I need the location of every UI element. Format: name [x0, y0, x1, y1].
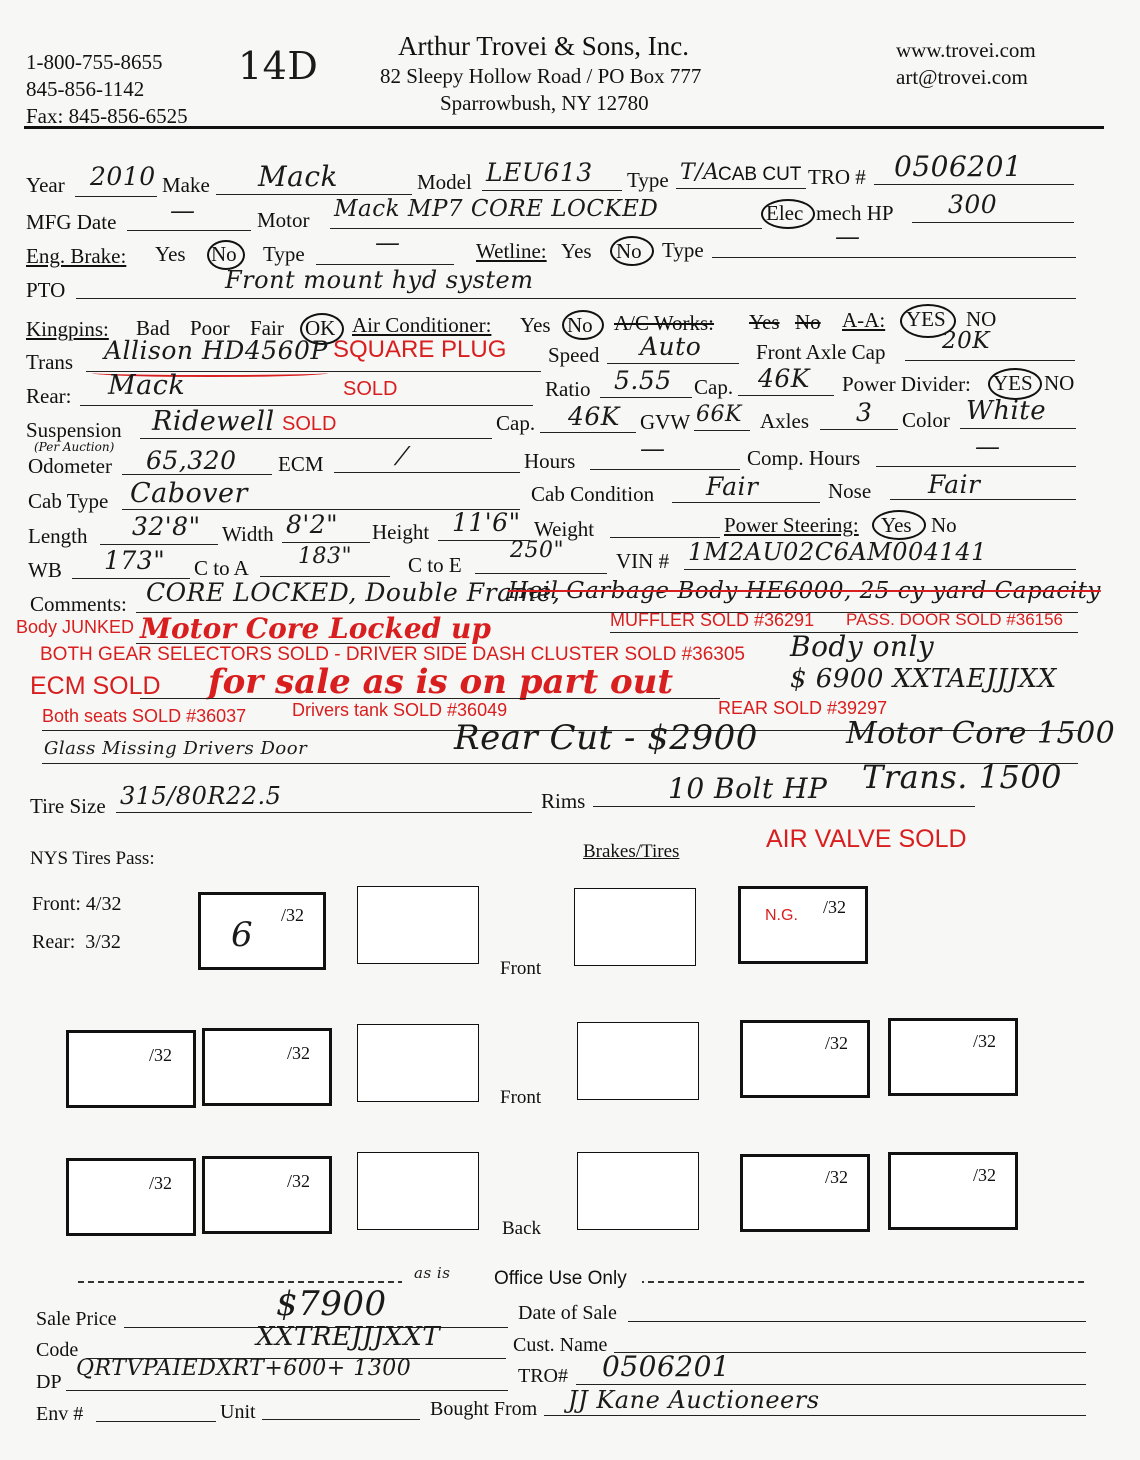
eng-brake-type-label: Type	[263, 242, 305, 266]
wb-label: WB	[28, 558, 62, 582]
suspension-line	[140, 438, 492, 439]
muffler-sold-note: MUFFLER SOLD #36291	[610, 610, 815, 630]
gvw-label: GVW	[640, 410, 691, 434]
comp-hours-label: Comp. Hours	[747, 446, 861, 470]
ratio-label: Ratio	[545, 377, 591, 401]
env-line	[96, 1421, 216, 1422]
speed-line	[607, 363, 739, 364]
tire-box-front-left-outer[interactable]	[198, 892, 326, 970]
gvw-line	[694, 430, 750, 431]
weight-label: Weight	[534, 517, 595, 541]
front-spec-label: Front: 4/32	[32, 893, 122, 915]
kingpins-bad: Bad	[136, 316, 170, 340]
c-to-e-value: 250"	[510, 538, 565, 563]
ac-works-label: A/C Works:	[614, 311, 715, 335]
brake-box-front-right[interactable]	[574, 888, 696, 966]
vin-value: 1M2AU02C6AM004141	[688, 538, 987, 566]
trans-price-value: Trans. 1500	[862, 758, 1063, 796]
mfg-date-line	[127, 230, 251, 231]
c-to-a-value: 183"	[298, 544, 353, 569]
body-only-value: Body only	[790, 630, 935, 663]
for-sale-note: for sale as is on part out	[208, 662, 674, 702]
wetline-no: No	[616, 239, 642, 263]
odometer-value: 65,320	[146, 446, 237, 475]
tire-box-mid-left-inner[interactable]	[202, 1028, 332, 1106]
rear-line	[80, 405, 533, 406]
unit-line	[262, 1419, 420, 1420]
company-address-2: Sparrowbush, NY 12780	[440, 91, 649, 115]
date-of-sale-label: Date of Sale	[518, 1302, 617, 1324]
tire-box-back-right-inner[interactable]	[740, 1154, 870, 1232]
hp-value: 300	[948, 190, 998, 219]
trans-label: Trans	[26, 350, 74, 374]
power-divider-no: NO	[1044, 371, 1075, 395]
front-axle-cap-line	[905, 360, 1075, 361]
wb-value: 173"	[104, 546, 166, 575]
comments-struck-value: Heil Garbage Body HE6000, 25 cy yard Capacity	[508, 578, 1101, 604]
sale-price-value: $7900	[276, 1284, 387, 1324]
color-value: White	[966, 396, 1047, 426]
pto-label: PTO	[26, 278, 66, 302]
nose-line	[890, 499, 1076, 500]
lot-number-handwritten: 14D	[238, 44, 319, 88]
power-divider-label: Power Divider:	[842, 372, 971, 396]
front-axle-label-2: Front	[500, 1087, 542, 1108]
brake-box-mid-right[interactable]	[577, 1022, 699, 1100]
height-value: 11'6"	[452, 508, 521, 537]
front-axle-cap-label: Front Axle Cap	[756, 340, 886, 364]
hours-value: —	[640, 434, 666, 463]
bought-from-line	[544, 1415, 1086, 1416]
c-to-a-label: C to A	[194, 556, 249, 580]
susp-cap-label: Cap.	[496, 411, 536, 435]
rear-cap-line	[738, 395, 834, 396]
company-email: art@trovei.com	[896, 65, 1028, 89]
gvw-value: 66K	[696, 402, 742, 427]
pto-line	[76, 298, 1076, 299]
env-label: Env #	[36, 1403, 84, 1425]
ecm-value: ⁄	[400, 442, 405, 471]
tire-tread-value: 6	[231, 915, 254, 955]
tire-box-mid-left-outer[interactable]	[66, 1030, 196, 1108]
comments-line-3	[140, 698, 720, 699]
motor-core-value: Motor Core 1500	[846, 716, 1116, 751]
bought-from-value: JJ Kane Auctioneers	[568, 1386, 820, 1414]
type-typed-value: CAB CUT	[718, 164, 802, 185]
bought-from-label: Bought From	[430, 1398, 538, 1420]
comp-hours-value: —	[975, 432, 1001, 461]
kingpins-ok: OK	[305, 316, 336, 340]
mfg-date-label: MFG Date	[26, 210, 117, 234]
ecm-line	[334, 472, 520, 473]
phone-1: 1-800-755-8655	[26, 50, 163, 74]
pto-value: Front mount hyd system	[225, 266, 534, 294]
rear-spec-label: Rear: 3/32	[32, 931, 121, 953]
air-valve-sold-note: AIR VALVE SOLD	[766, 825, 967, 853]
unit-label: Unit	[220, 1401, 256, 1423]
comments-value: CORE LOCKED, Double Frame,	[146, 578, 561, 607]
width-value: 8'2"	[286, 510, 339, 539]
ac-no: No	[567, 313, 593, 337]
drivers-tank-sold-note: Drivers tank SOLD #36049	[292, 700, 508, 720]
ac-works-yes: Yes	[749, 310, 780, 334]
kingpins-poor: Poor	[190, 316, 230, 340]
aa-label: A-A:	[842, 308, 886, 332]
eng-brake-label: Eng. Brake:	[26, 244, 127, 268]
glass-missing-value: Glass Missing Drivers Door	[44, 738, 308, 759]
vin-line	[684, 569, 1076, 570]
phone-2: 845-856-1142	[26, 77, 145, 101]
brake-box-front-left[interactable]	[357, 886, 479, 964]
body-price-value: $ 6900 XXTAEJJJXX	[790, 664, 1057, 694]
cab-type-value: Cabover	[130, 478, 248, 509]
per32-label: /32	[287, 1043, 311, 1063]
comments-label: Comments:	[30, 592, 127, 616]
suspension-value: Ridewell	[152, 406, 275, 437]
front-axle-cap-value: 20K	[942, 328, 990, 354]
c-to-e-line	[475, 573, 607, 574]
dp-label: DP	[36, 1371, 62, 1393]
dp-line	[66, 1390, 508, 1391]
gear-selectors-sold-note: BOTH GEAR SELECTORS SOLD - DRIVER SIDE DASH CLUSTER SOLD #36305	[40, 644, 745, 665]
ratio-value: 5.55	[614, 366, 672, 395]
eng-brake-no: No	[211, 242, 237, 266]
rear-cap-value: 46K	[758, 364, 810, 393]
mech-hp-label: mech HP	[816, 201, 894, 225]
ratio-line	[600, 397, 692, 398]
tire-box-mid-right-outer[interactable]	[888, 1018, 1018, 1096]
model-line	[482, 190, 622, 191]
susp-cap-value: 46K	[568, 402, 620, 431]
per32-label: /32	[281, 905, 305, 925]
width-label: Width	[222, 522, 274, 546]
tro2-value: 0506201	[602, 1350, 731, 1383]
cab-condition-label: Cab Condition	[531, 482, 655, 506]
make-value: Mack	[258, 160, 339, 193]
kingpins-label: Kingpins:	[26, 317, 109, 341]
eng-brake-yes: Yes	[155, 242, 186, 266]
office-use-only-label: Office Use Only	[494, 1268, 627, 1289]
office-initials: as is	[414, 1264, 451, 1282]
ecm-label: ECM	[278, 452, 324, 476]
power-steering-label: Power Steering:	[724, 513, 859, 537]
cab-condition-value: Fair	[706, 472, 759, 501]
rims-value: 10 Bolt HP	[668, 772, 828, 805]
per32-label: /32	[149, 1173, 173, 1193]
type-line	[676, 188, 806, 189]
per32-label: /32	[149, 1045, 173, 1065]
dp-value: QRTVPAIEDXRT+600+ 1300	[76, 1356, 412, 1381]
nose-label: Nose	[828, 479, 872, 503]
air-conditioner-label: Air Conditioner:	[352, 313, 492, 337]
axles-line	[820, 429, 898, 430]
make-line	[216, 194, 412, 195]
type-value: T/A	[680, 160, 720, 185]
motor-value: Mack MP7 CORE LOCKED	[334, 196, 659, 222]
fax-number: Fax: 845-856-6525	[26, 104, 188, 128]
comp-hours-line	[876, 466, 1076, 467]
mfg-date-value: —	[170, 196, 196, 225]
ng-note: N.G.	[765, 907, 798, 924]
rear-label: Rear:	[26, 384, 72, 408]
make-label: Make	[162, 173, 210, 197]
aa-no: NO	[966, 307, 997, 331]
motor-label: Motor	[257, 208, 310, 232]
eng-brake-type-line	[316, 264, 454, 265]
length-label: Length	[28, 524, 88, 548]
speed-label: Speed	[548, 343, 600, 367]
tro2-line	[576, 1384, 1086, 1385]
power-divider-yes: YES	[993, 371, 1033, 395]
tro-value: 0506201	[894, 150, 1023, 183]
axles-label: Axles	[760, 409, 809, 433]
year-label: Year	[26, 173, 65, 197]
wetline-type-label: Type	[662, 238, 704, 262]
wetline-type-line	[712, 257, 1076, 258]
tire-size-label: Tire Size	[30, 794, 106, 818]
hp-line	[912, 222, 1074, 223]
ac-yes: Yes	[520, 313, 551, 337]
date-of-sale-line	[628, 1321, 1086, 1322]
per32-label: /32	[973, 1165, 997, 1185]
odometer-label: Odometer	[28, 454, 112, 478]
c-to-a-line	[260, 576, 390, 577]
rear-cut-value: Rear Cut - $2900	[454, 718, 758, 758]
tro-label: TRO #	[808, 165, 866, 189]
company-address-1: 82 Sleepy Hollow Road / PO Box 777	[380, 64, 702, 88]
elec-label: Elec	[766, 201, 804, 225]
company-website: www.trovei.com	[896, 38, 1036, 62]
axles-value: 3	[856, 398, 873, 427]
per32-label: /32	[973, 1031, 997, 1051]
motor-locked-note: Motor Core Locked up	[140, 612, 491, 645]
body-junked-note: Body JUNKED	[16, 617, 135, 637]
rear-sold-note: SOLD	[343, 378, 398, 400]
suspension-sold-note: SOLD	[282, 413, 337, 435]
header-rule	[24, 126, 1104, 129]
rims-label: Rims	[541, 789, 586, 813]
brakes-tires-label: Brakes/Tires	[583, 841, 680, 862]
back-axle-label: Back	[502, 1218, 542, 1239]
wetline-yes: Yes	[561, 239, 592, 263]
length-line	[100, 544, 218, 545]
per32-label: /32	[287, 1171, 311, 1191]
tire-size-value: 315/80R22.5	[120, 782, 282, 810]
tire-box-back-left-outer[interactable]	[66, 1158, 196, 1236]
power-steering-no: No	[931, 513, 957, 537]
nose-value: Fair	[928, 470, 981, 499]
year-line	[75, 196, 157, 197]
aa-yes: YES	[906, 307, 946, 331]
year-value: 2010	[90, 162, 156, 191]
ecm-sold-note: ECM SOLD	[30, 672, 161, 700]
c-to-e-label: C to E	[408, 553, 462, 577]
per32-label: /32	[825, 1167, 849, 1187]
pass-door-sold-note: PASS. DOOR SOLD #36156	[846, 610, 1064, 629]
tire-size-line	[116, 812, 532, 813]
eng-brake-type-value: —	[375, 228, 401, 257]
hours-label: Hours	[524, 449, 576, 473]
rear-sold-number-note: REAR SOLD #39297	[718, 698, 888, 718]
ac-works-no: No	[795, 310, 821, 334]
speed-value: Auto	[640, 332, 702, 361]
rims-line	[593, 806, 975, 807]
suspension-label: Suspension	[26, 418, 122, 442]
square-plug-note: SQUARE PLUG	[333, 336, 507, 363]
color-line	[960, 428, 1076, 429]
kingpins-fair: Fair	[250, 316, 284, 340]
brake-box-back-left[interactable]	[357, 1152, 479, 1230]
susp-cap-line	[540, 432, 636, 433]
type-label: Type	[627, 168, 669, 192]
hours-line	[590, 469, 740, 470]
wetline-label: Wetline:	[476, 239, 547, 263]
tro2-label: TRO#	[518, 1365, 568, 1387]
length-value: 32'8"	[132, 512, 201, 541]
brake-box-back-right[interactable]	[577, 1152, 699, 1230]
seats-sold-note: Both seats SOLD #36037	[42, 706, 247, 726]
color-label: Color	[902, 408, 950, 432]
brake-box-mid-left[interactable]	[357, 1024, 479, 1102]
code-label: Code	[36, 1339, 79, 1361]
rear-value: Mack	[108, 370, 186, 401]
vin-label: VIN #	[616, 549, 670, 573]
cab-type-label: Cab Type	[28, 489, 109, 513]
model-value: LEU613	[486, 158, 593, 187]
power-steering-yes: Yes	[881, 513, 912, 537]
model-label: Model	[417, 170, 472, 194]
company-name: Arthur Trovei & Sons, Inc.	[398, 31, 690, 61]
sale-price-label: Sale Price	[36, 1308, 117, 1330]
cust-name-label: Cust. Name	[513, 1334, 608, 1356]
rear-cap-label: Cap.	[694, 375, 734, 399]
height-label: Height	[372, 520, 430, 544]
per32-label: /32	[825, 1033, 849, 1053]
tire-box-back-right-outer[interactable]	[888, 1152, 1018, 1230]
trans-value: Allison HD4560P	[104, 336, 328, 365]
tire-box-mid-right-inner[interactable]	[740, 1020, 870, 1098]
cab-condition-line	[672, 502, 820, 503]
tire-box-front-right-outer[interactable]	[738, 886, 868, 964]
tire-box-back-left-inner[interactable]	[202, 1156, 332, 1234]
nys-tires-pass-label: NYS Tires Pass:	[30, 848, 155, 869]
code-value: XXTREJJJXXT	[256, 1322, 441, 1352]
width-line	[282, 542, 370, 543]
per32-label: /32	[823, 897, 847, 917]
tro-line	[874, 184, 1074, 185]
per-auction-note: (Per Auction)	[34, 440, 115, 454]
front-axle-label-1: Front	[500, 958, 542, 979]
wetline-type-value: —	[835, 222, 861, 251]
